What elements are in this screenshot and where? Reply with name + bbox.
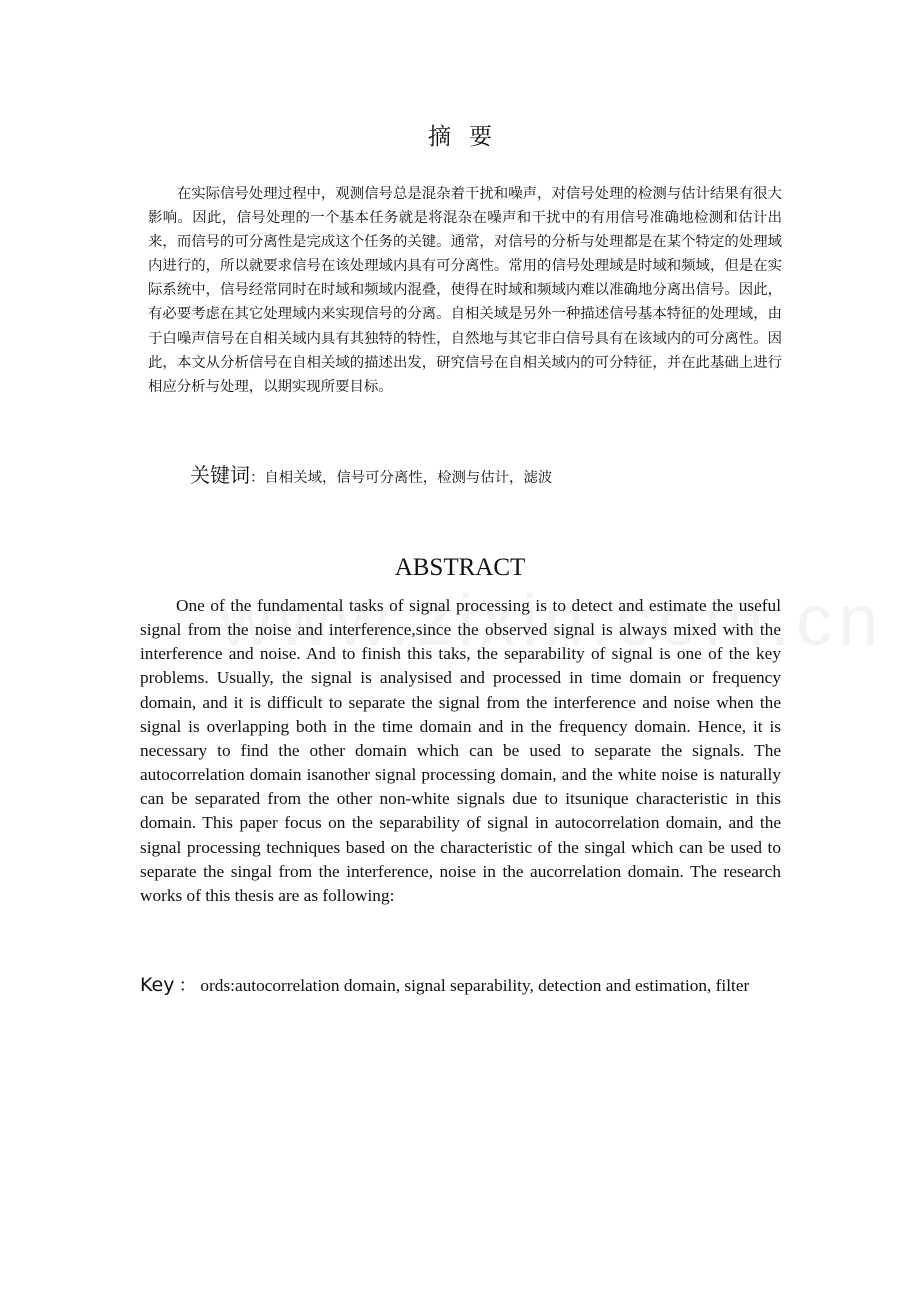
english-keywords-label: Key <box>140 974 175 996</box>
chinese-keywords-line <box>190 460 552 493</box>
chinese-keywords-text: 自相关域，信号可分离性，检测与估计，滤波 <box>264 470 553 486</box>
english-abstract-body: One of the fundamental tasks of signal processing is to detect and estimate the useful signal from the noise and interference,since the observed signal is always mixed with the interference and noise. And to finish this taks, the separability of signal is one of the key problems. Usually, the signal is analysised and processed in time domain or frequency domain, and it is difficult to separate the signal from the interference and noise when the signal is overlapping both in the time domain and in the frequency domain. Hence, it is necessary to find the other domain which can be used to separate the signals. The autocorrelation domain isanother signal processing domain, and the white noise is naturally can be separated from the other non-white signals due to itsunique characteristic in this domain. This paper focus on the separability of signal in autocorrelation domain, and the signal processing techniques based on the characteristic of the singal which can be used to separate the singal from the interference, noise in the aucorrelation domain. The research works of this thesis are as following: <box>140 596 781 905</box>
english-abstract-title: ABSTRACT <box>394 554 526 581</box>
english-keywords-separator: ： <box>178 976 197 995</box>
english-keywords-text: ords:autocorrelation domain, signal separability, detection and estimation, filter <box>200 976 750 995</box>
chinese-keywords-separator: ： <box>250 470 265 486</box>
chinese-abstract-body: 在实际信号处理过程中，观测信号总是混杂着干扰和噪声，对信号处理的检测与估计结果有很大影响。因此，信号处理的一个基本任务就是将混杂在噪声和干扰中的有用信号准确地检测和估计出来，而信号的可分离性是完成这个任务的关键。通常，对信号的分析与处理都是在某个特定的处理域内进行的，所以就要求信号在该处理域内具有可分离性。常用的信号处理域是时域和频域，但是在实际系统中，信号经常同时在时域和频域内混叠，使得在时域和频域内难以准确地分离出信号。因此，有必要考虑在其它处理域内来实现信号的分离。自相关域是另外一种描述信号基本特征的处理域，由于白噪声信号在自相关域内具有其独特的特性，自然地与其它非白信号具有在该域内的可分离性。因此，本文从分析信号在自相关域的描述出发，研究信号在自相关域内的可分特征，并在此基础上进行相应分析与处理，以期实现所要目标。 <box>148 186 782 395</box>
chinese-keywords-label: 关键词 <box>190 463 250 487</box>
chinese-abstract-title: 摘要 <box>428 124 510 150</box>
english-keywords-line <box>140 968 781 1003</box>
